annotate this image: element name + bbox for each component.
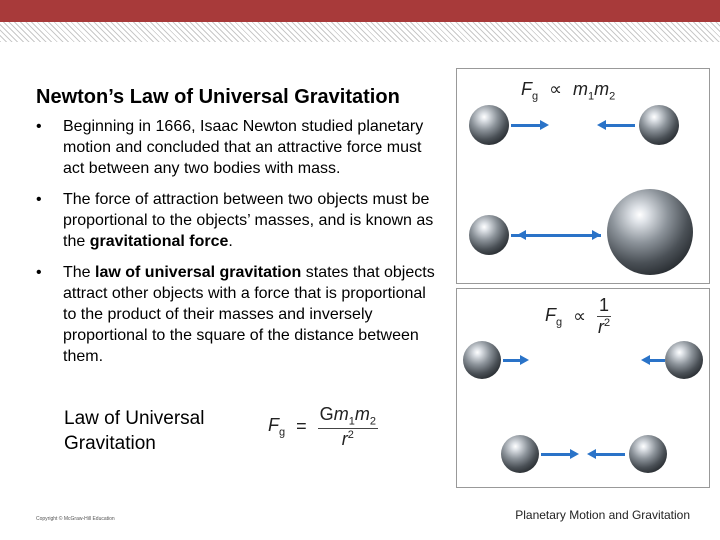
small-mass-sphere (469, 105, 509, 145)
distance-proportion-panel (456, 288, 710, 488)
eq-mass-symbol: m (594, 79, 610, 99)
bullet-glyph: • (36, 118, 42, 135)
eq-force-subscript: g (532, 90, 539, 103)
header-stripe (0, 22, 720, 42)
eq-mass-symbol: m (333, 404, 349, 424)
eq-exponent: 2 (603, 317, 611, 329)
eq-force-subscript: g (556, 316, 563, 329)
header-bar (0, 0, 720, 22)
bullet-item (36, 262, 440, 367)
eq-gravitational-constant: G (319, 404, 334, 424)
eq-numerator (318, 404, 378, 429)
bullet-text: states that objects attract other objects with a force that is proportional to the product of their masses and inversely proportional to the square of the distance between them. (63, 264, 435, 365)
eq-numerator: 1 (599, 295, 610, 315)
large-mass-sphere (607, 189, 693, 275)
eq-proportional-symbol: ∝ (573, 306, 586, 326)
law-label-line: Gravitation (64, 433, 156, 454)
mass-proportion-panel (456, 68, 710, 284)
eq-fraction (597, 295, 611, 338)
eq-mass-symbol: m (354, 404, 370, 424)
force-arrow-left (525, 234, 601, 237)
small-mass-sphere (469, 215, 509, 255)
small-mass-sphere (629, 435, 667, 473)
bullet-item (36, 116, 440, 179)
eq-proportional-symbol: ∝ (549, 79, 562, 99)
eq-distance-symbol: r (597, 317, 604, 337)
eq-mass-subscript: 1 (348, 415, 355, 428)
bullet-text: Beginning in 1666, Isaac Newton studied planetary motion and concluded that an attractive force must act between any two bodies with mass. (63, 118, 424, 177)
small-mass-sphere (463, 341, 501, 379)
bullet-list (36, 116, 440, 377)
eq-mass-subscript: 1 (588, 90, 595, 103)
bullet-bold-term: gravitational force (89, 233, 229, 250)
bullet-text: . (228, 233, 233, 250)
eq-force-symbol: F (521, 79, 532, 99)
small-mass-sphere (639, 105, 679, 145)
distance-proportion-equation (545, 295, 611, 338)
law-label-line: Law of Universal (64, 408, 205, 429)
slide-title: Newton’s Law of Universal Gravitation (36, 86, 400, 108)
force-arrow-left (649, 359, 665, 362)
mass-proportion-equation (521, 79, 615, 103)
bullet-text: The (63, 264, 96, 281)
eq-distance-symbol: r (341, 428, 348, 449)
eq-mass-subscript: 2 (369, 415, 376, 428)
eq-denominator (318, 429, 378, 450)
bullet-bold-term: law of universal gravitation (95, 264, 302, 281)
eq-mass-symbol: m (573, 79, 589, 99)
law-label (64, 406, 204, 456)
force-arrow-left (595, 453, 625, 456)
eq-force-symbol: F (545, 304, 556, 325)
bullet-glyph: • (36, 264, 42, 281)
eq-denominator (597, 317, 611, 338)
eq-exponent: 2 (347, 428, 354, 441)
eq-force-symbol: F (268, 415, 279, 435)
copyright-notice: Copyright © McGraw-Hill Education (36, 516, 115, 522)
bullet-glyph: • (36, 191, 42, 208)
bullet-text: The force of attraction between two objects must be proportional to the objects’ masses, and is known as the (63, 191, 434, 250)
small-mass-sphere (665, 341, 703, 379)
gravitation-equation (268, 404, 378, 450)
bullet-item (36, 189, 440, 252)
eq-force-subscript: g (279, 426, 286, 439)
footer-title: Planetary Motion and Gravitation (515, 508, 690, 522)
eq-fraction (318, 404, 378, 450)
force-arrow-right (511, 124, 541, 127)
force-arrow-left (605, 124, 635, 127)
eq-mass-subscript: 2 (609, 90, 616, 103)
eq-equals: = (296, 416, 307, 437)
force-arrow-right (541, 453, 571, 456)
force-arrow-right (503, 359, 521, 362)
small-mass-sphere (501, 435, 539, 473)
